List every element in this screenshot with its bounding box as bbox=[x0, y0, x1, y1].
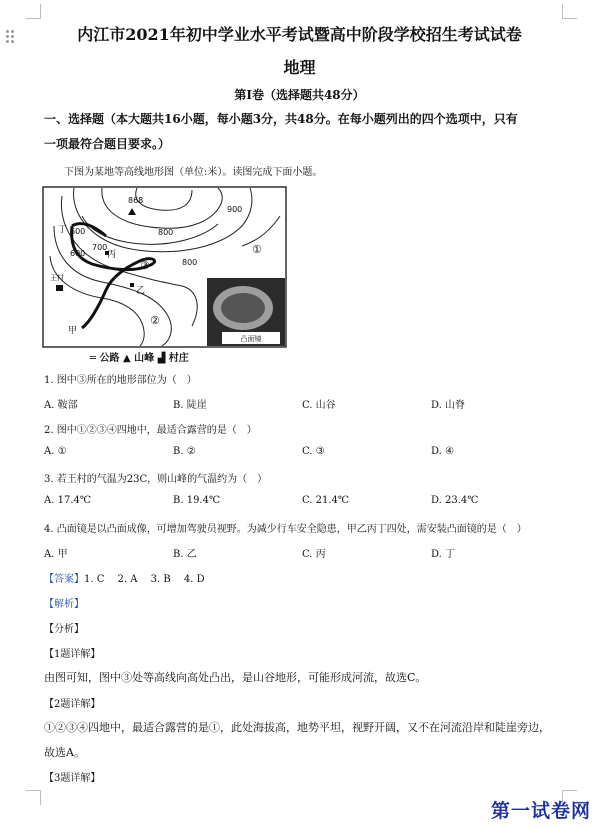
analysis-label: 【解析】 bbox=[44, 599, 84, 610]
map-legend: ═ 公路 ▲ 山峰 ▟ 村庄 bbox=[90, 353, 189, 364]
label-jia: 甲 bbox=[68, 326, 78, 336]
document-title: 内江市2021年初中学业水平考试暨高中阶段学校招生考试试卷 bbox=[77, 25, 522, 44]
watermark-logo: 第一试卷网 bbox=[490, 800, 591, 822]
map-intro: 下图为某地等高线地形图（单位:米）。读图完成下面小题。 bbox=[64, 167, 323, 178]
label-contour-700: 700 bbox=[92, 243, 108, 252]
question-3-stem: 3. 若王村的气温为23C，则山峰的气温约为（ ） bbox=[44, 474, 268, 485]
answer-label: 【答案】 bbox=[44, 574, 84, 585]
question-1-option-c[interactable]: C. 山谷 bbox=[302, 400, 336, 411]
label-contour-600b: 600 bbox=[70, 249, 86, 258]
answer-row bbox=[44, 570, 205, 585]
question-4-option-b[interactable]: B. 乙 bbox=[173, 549, 197, 560]
question-1-option-d[interactable]: D. 山脊 bbox=[431, 400, 466, 411]
label-contour-600a: 600 bbox=[70, 227, 86, 236]
detail-1-label: 【1题详解】 bbox=[44, 649, 101, 660]
part-heading: 第Ⅰ卷（选择题共48分） bbox=[234, 88, 365, 102]
label-bing: 丙 bbox=[107, 250, 117, 260]
question-3-option-d[interactable]: D. 23.4℃ bbox=[431, 495, 479, 506]
question-2-option-b[interactable]: B. ② bbox=[173, 446, 196, 457]
question-4-stem: 4. 凸面镜是以凸面成像，可增加驾驶员视野。为减少行车安全隐患，甲乙丙丁四处，需安装凸面镜的是（ ） bbox=[44, 524, 527, 535]
detail-2-text-line1: ①②③④四地中，最适合露营的是①，此处海拔高，地势平坦，视野开阔，又不在河流沿岸和陡崖旁边， bbox=[44, 721, 550, 734]
corner-mark-bottom-left bbox=[26, 790, 41, 805]
contour-map bbox=[42, 186, 288, 366]
question-4-option-a[interactable]: A. 甲 bbox=[44, 549, 68, 560]
corner-mark-top-right bbox=[562, 4, 577, 19]
label-contour-900: 900 bbox=[227, 205, 243, 214]
fenxi-label: 【分析】 bbox=[44, 624, 84, 635]
detail-3-label: 【3题详解】 bbox=[44, 773, 101, 784]
question-1-stem: 1. 图中③所在的地形部位为（ ） bbox=[44, 375, 197, 386]
mirror-caption: 凸面镜 bbox=[240, 335, 262, 343]
question-3-option-a[interactable]: A. 17.4℃ bbox=[44, 495, 92, 506]
detail-2-label: 【2题详解】 bbox=[44, 699, 101, 710]
label-contour-800b: 800 bbox=[182, 258, 198, 267]
label-contour-800a: 800 bbox=[158, 228, 174, 237]
point-yi-marker bbox=[130, 283, 134, 287]
subject-title: 地理 bbox=[283, 58, 316, 77]
detail-1-text: 由图可知，图中③处等高线向高处凸出，是山谷地形，可能形成河流，故选C。 bbox=[44, 671, 427, 684]
label-wangcun: 王村 bbox=[50, 274, 64, 282]
question-2-option-d[interactable]: D. ④ bbox=[431, 446, 454, 457]
detail-2-text-line2: 故选A。 bbox=[44, 746, 85, 759]
village-icon bbox=[56, 285, 63, 291]
question-3-option-b[interactable]: B. 19.4℃ bbox=[173, 495, 221, 506]
question-4-option-d[interactable]: D. 丁 bbox=[431, 549, 456, 560]
question-1-option-a[interactable]: A. 鞍部 bbox=[44, 400, 78, 411]
label-point-1: ① bbox=[252, 243, 262, 256]
corner-mark-top-left bbox=[26, 4, 41, 19]
question-2-option-c[interactable]: C. ③ bbox=[302, 446, 325, 457]
question-4-option-c[interactable]: C. 丙 bbox=[302, 549, 326, 560]
label-ding: 丁 bbox=[58, 225, 68, 235]
question-2-stem: 2. 图中①②③④四地中，最适合露营的是（ ） bbox=[44, 425, 257, 436]
label-peak-elevation: 868 bbox=[128, 196, 144, 205]
section-instructions-line2: 一项最符合题目要求。） bbox=[44, 137, 171, 151]
label-point-3: ③ bbox=[140, 259, 150, 272]
answer-values: 1. C 2. A 3. B 4. D bbox=[84, 574, 205, 585]
label-point-2: ② bbox=[150, 314, 160, 327]
question-2-option-a[interactable]: A. ① bbox=[44, 446, 67, 457]
section-instructions-line1: 一、选择题（本大题共16小题，每小题3分，共48分。在每小题列出的四个选项中，只有 bbox=[44, 112, 518, 126]
label-yi: 乙 bbox=[136, 286, 146, 296]
question-3-option-c[interactable]: C. 21.4℃ bbox=[302, 495, 350, 506]
question-1-option-b[interactable]: B. 陡崖 bbox=[173, 400, 207, 411]
